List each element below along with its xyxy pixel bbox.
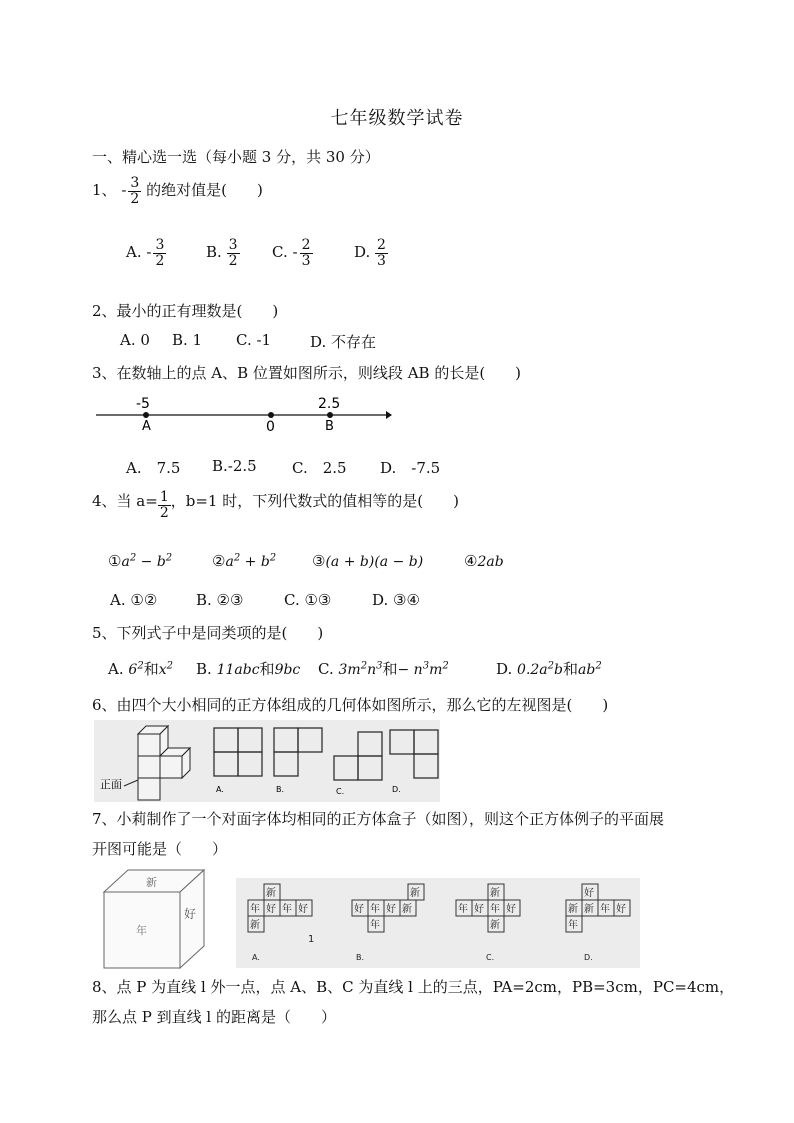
point-a-label: A	[142, 419, 151, 434]
question-3: 3、在数轴上的点 A、B 位置如图所示，则线段 AB 的长是( )	[92, 364, 522, 382]
q4-expression-1: $①a^2 - b^2$	[108, 552, 173, 570]
svg-text:年: 年	[458, 904, 468, 915]
svg-text:年: 年	[490, 904, 500, 915]
question-8-line-2: 那么点 P 到直线 l 的距离是（ ）	[92, 1008, 336, 1026]
q2-option-d[interactable]: D. 不存在	[310, 333, 377, 351]
svg-text:年: 年	[370, 920, 380, 931]
section-heading: 一、精心选一选（每小题 3 分，共 30 分）	[92, 148, 380, 166]
q7-cube-figure	[98, 866, 210, 972]
svg-text:B.: B.	[356, 953, 365, 962]
svg-text:新: 新	[266, 888, 276, 899]
question-6: 6、由四个大小相同的正方体组成的几何体如图所示，那么它的左视图是( )	[92, 696, 609, 714]
svg-text:年: 年	[568, 920, 578, 931]
question-4: 4、当 a= $\frac{1}{2}$ ，b=1 时，下列代数式的值相等的是( )	[92, 489, 459, 521]
q1-option-b[interactable]: B. $\frac{3}{2}$	[206, 237, 238, 269]
q6-figure	[94, 720, 440, 802]
svg-text:A.: A.	[252, 953, 260, 962]
q5-option-c[interactable]: C. $3m^2n^3$和− $n^3m^2$	[318, 660, 449, 678]
svg-text:好: 好	[266, 904, 276, 915]
question-2: 2、最小的正有理数是( )	[92, 302, 279, 320]
point-b-label: B	[325, 419, 334, 434]
svg-text:好: 好	[474, 904, 484, 915]
svg-text:好: 好	[386, 904, 396, 915]
svg-text:新: 新	[402, 904, 412, 915]
svg-text:年: 年	[250, 904, 260, 915]
question-8-line-1: 8、点 P 为直线 l 外一点，点 A、B、C 为直线 l 上的三点，PA=2cm，PB=3cm，PC=4cm，	[92, 978, 735, 996]
svg-text:C.: C.	[486, 953, 495, 962]
svg-text:新: 新	[584, 904, 594, 915]
question-7-line-1: 7、小莉制作了一个对面字体均相同的正方体盒子（如图），则这个正方体例子的平面展	[92, 810, 665, 828]
q3-option-c[interactable]: C. 2.5	[292, 459, 347, 477]
q4-option-c[interactable]: C. ①③	[284, 591, 332, 609]
q2-option-c[interactable]: C. -1	[236, 331, 272, 349]
q3-option-b[interactable]: B.-2.5	[212, 457, 257, 475]
svg-text:好: 好	[184, 907, 197, 921]
q7-nets-figure	[236, 878, 640, 968]
q1-option-a[interactable]: A. - $\frac{3}{2}$	[126, 237, 165, 269]
q3-option-d[interactable]: D. -7.5	[380, 459, 441, 477]
svg-text:A.: A.	[216, 785, 224, 794]
q4-expression-2: $②a^2 + b^2$	[212, 552, 277, 570]
svg-text:好: 好	[584, 888, 594, 899]
q2-option-a[interactable]: A. 0	[120, 331, 150, 349]
fraction: $\frac{3}{2}$	[130, 175, 140, 207]
svg-text:年: 年	[600, 904, 610, 915]
svg-text:新: 新	[568, 904, 578, 915]
q4-expression-3: ③(a + b)(a − b)	[312, 552, 424, 570]
svg-text:新: 新	[250, 920, 260, 931]
svg-text:1: 1	[308, 934, 315, 945]
point-b-value: 2.5	[318, 396, 341, 412]
svg-text:D.: D.	[584, 953, 593, 962]
q5-option-b[interactable]: B. 11abc和9bc	[196, 660, 301, 678]
svg-text:好: 好	[616, 904, 626, 915]
q4-option-a[interactable]: A. ①②	[110, 591, 158, 609]
q5-option-d[interactable]: D. $0.2a^2b$和$ab^2$	[496, 660, 602, 678]
q3-option-a[interactable]: A. 7.5	[126, 459, 181, 477]
q6-choice-a	[214, 728, 262, 776]
q2-option-b[interactable]: B. 1	[172, 331, 203, 349]
question-1: 1、 - $\frac{3}{2}$ 的绝对值是( )	[92, 175, 263, 207]
svg-text:好: 好	[354, 904, 364, 915]
svg-text:好: 好	[298, 904, 308, 915]
svg-text:B.: B.	[276, 785, 285, 794]
number-line-figure	[94, 392, 394, 434]
q6-choice-c	[334, 732, 382, 780]
question-7-line-2: 开图可能是（ ）	[92, 840, 228, 858]
question-5: 5、下列式子中是同类项的是( )	[92, 624, 324, 642]
front-label: 正面	[100, 778, 122, 791]
svg-text:新: 新	[410, 888, 420, 899]
q5-option-a[interactable]: A. $6^2$和$x^2$	[108, 660, 173, 678]
q4-option-b[interactable]: B. ②③	[196, 591, 244, 609]
q6-choice-d	[390, 730, 438, 778]
origin-label: 0	[266, 419, 275, 434]
svg-text:年: 年	[136, 924, 147, 937]
page-title: 七年级数学试卷	[330, 108, 464, 129]
question-number: 1、	[92, 181, 117, 200]
point-a-value: -5	[136, 396, 150, 412]
q6-choice-b	[274, 728, 322, 776]
q4-option-d[interactable]: D. ③④	[372, 591, 420, 609]
svg-text:新: 新	[490, 920, 500, 931]
svg-text:新: 新	[146, 876, 157, 889]
q4-expression-4: ④2ab	[464, 552, 504, 570]
svg-text:年: 年	[282, 904, 292, 915]
question-text: 的绝对值是( )	[146, 181, 263, 200]
svg-text:好: 好	[506, 904, 516, 915]
svg-text:新: 新	[490, 888, 500, 899]
q1-option-c[interactable]: C. - $\frac{2}{3}$	[272, 237, 311, 269]
svg-text:年: 年	[370, 904, 380, 915]
svg-text:D.: D.	[392, 785, 401, 794]
svg-text:C.: C.	[336, 787, 345, 796]
q1-option-d[interactable]: D. $\frac{2}{3}$	[354, 237, 386, 269]
